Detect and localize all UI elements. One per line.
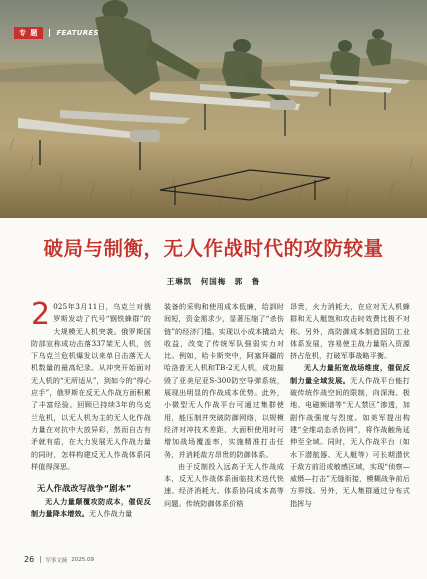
article-title: 破局与制衡，无人作战时代的攻防较量 xyxy=(43,237,384,260)
paragraph-text: 无人作战平台能打破传统作战空间的限制，向深海、极地、电磁频谱等“无人禁区”渗透，加剧作战强度与烈度。如美军提出构建“全维动态杀伤网”，将作战触角延伸至全域。同时，无人作战平台（如水下潜航器、无人艇等）可长期潜伏于敌方前沿或敏感区域，实现“侦察—威慑—打击”无缝衔接，模糊战争前后方界线。另外，无人集群通过分布式指挥与 xyxy=(290,375,411,508)
body-paragraph: 装备的采购和使用成本低廉，给訓时间短，资金需求少，显著压缩了“杀伤链”的经济门槛。实现以小成本撬动大收益，改变了传统军队强弱实力对比。例如，哈卡斯突中，阿塞拜疆的哈洛普无人机和TB-2无人机，成功摧毁了亚美尼亚S-300防空导弹系统，展现出明显的作战成本优势。此外，小微型无人作战平台可通过集群使用，能压制并突破防御网络，以规模经济对冲技术差距，大面积使用时可增加战场覆盖率，实施精准打击任务，并消耗敌方昂贵的防御体系。 xyxy=(164,302,284,459)
drop-cap: 2 xyxy=(31,297,51,332)
paragraph-lead: 无人力量拓宽战场维度，催促反制力量全域发展。 xyxy=(290,363,410,385)
article-authors: 王琳凯 何国梅 郭 鲁 xyxy=(166,277,261,286)
intro-text: 025年3月11日，乌克兰对俄罗斯发动了代号“钢铁蜂群”的大规模无人机突袭。俄罗斯国防部宣称成功击落337架无人机，创下乌克兰危机爆发以来单日击落无人机数量的最高纪录。从冲突开始面对无人机的“无所适从”，到如今的“得心应手”，俄罗斯在反无人作战方面积累了丰富经验。回顾已持续3年的乌克兰危机，以无人机为主的无人化作战力量在对抗中大放异彩，然而自古有矛就有盾，在大力发展无人作战力量的同时，怎样构建反无人作战体系同样值得深思。 xyxy=(31,302,151,471)
page-footer xyxy=(24,555,94,564)
page-number: 26 xyxy=(24,555,35,564)
section-tag-zh: 专 题 xyxy=(14,27,43,39)
body-paragraph xyxy=(31,496,151,521)
intro-paragraph xyxy=(31,297,151,473)
text-column-3 xyxy=(290,301,410,510)
footer-divider xyxy=(40,556,41,563)
section-heading: 无人作战改写战争“剧本” xyxy=(37,483,132,494)
body-paragraph: 由于反制投入远高于无人作战成本，反无人作战体系面临技术迭代快速、经济消耗大、体系协同成本高等问题。传统防御体系价格 xyxy=(164,461,284,508)
text-column-2 xyxy=(164,301,284,510)
paragraph-text: 无人作战力量 xyxy=(88,509,133,519)
section-tag-en: FEATURES xyxy=(56,29,99,37)
text-column-1 xyxy=(31,297,151,521)
issue-date: 2025.09 xyxy=(71,556,94,563)
hero-photo xyxy=(0,0,427,218)
section-tag-divider xyxy=(49,29,50,37)
body-paragraph xyxy=(290,362,410,510)
paragraph-lead: 无人力量颠覆攻防成本，催促反制力量降本增效。 xyxy=(31,497,151,519)
section-tag xyxy=(14,28,99,38)
body-paragraph: 昂贵，火力消耗大，在应对无人机蜂群和无人艇饱和攻击时效费比极不对称。另外，高防御成本制造国防工业体系发展，容易使主战力量陷入资源挤占危机，打破军事战略平衡。 xyxy=(290,302,410,361)
magazine-name: 军事文摘 xyxy=(45,557,68,564)
